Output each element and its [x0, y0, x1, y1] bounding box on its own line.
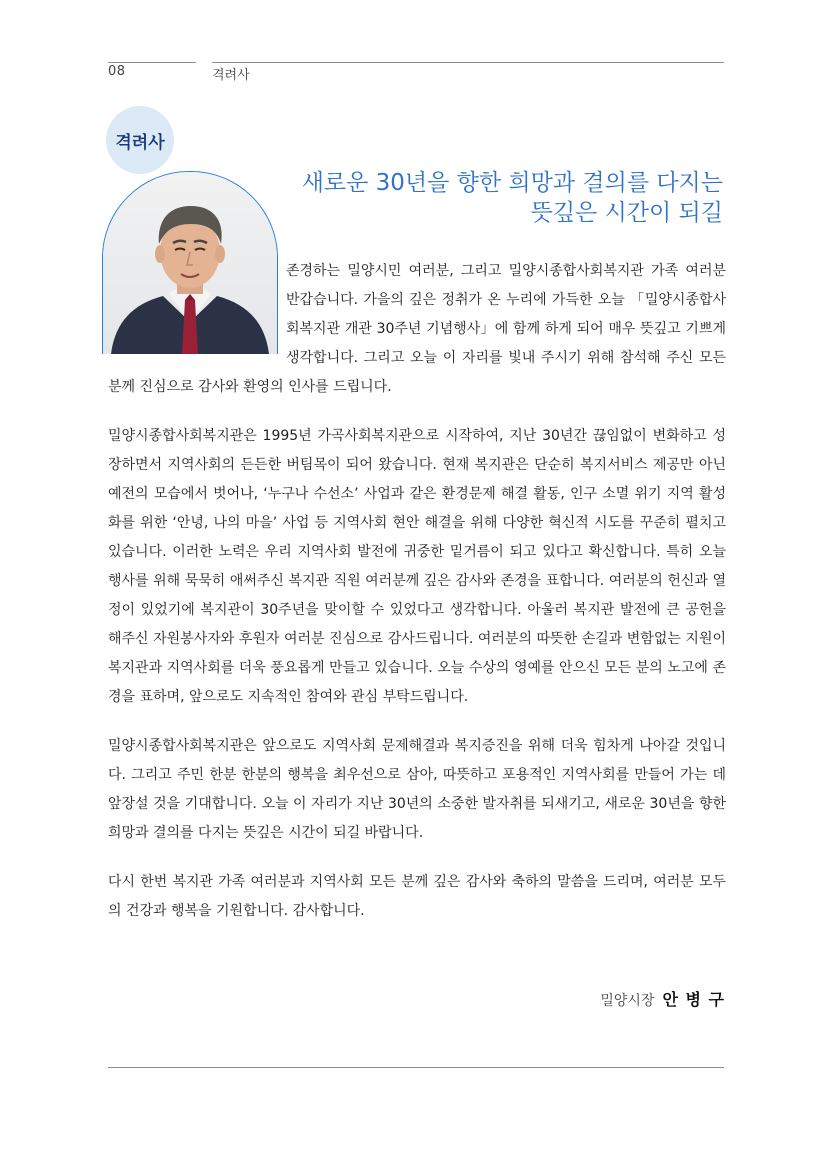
paragraph-closing: 다시 한번 복지관 가족 여러분과 지역사회 모든 분께 깊은 감사와 축하의 말씀을 드리며, 여러분 모두의 건강과 행복을 기원합니다. 감사합니다.	[108, 874, 726, 919]
page-title-line2: 뜻깊은 시간이 되길	[530, 200, 723, 226]
paragraph-future: 밀양시종합사회복지관은 앞으로도 지역사회 문제해결과 복지증진을 위해 더욱 힘차게 나아갈 것입니다. 그리고 주민 한분 한분의 행복을 최우선으로 삼아, 따뜻하고 포용적인 지역사회를 만들어 가는 데 앞장설 것을 기대합니다. 오늘 이 자리가 지난 30년의 소중한 발자취를 되새기고, 새로운 30년을 향한 희망과 결의를 다지는 뜻깊은 시간이 되길 바랍니다.	[108, 738, 726, 841]
section-header: 격려사	[212, 68, 250, 83]
page-title	[302, 168, 723, 228]
header-rule-left	[108, 62, 196, 63]
photo-spacer	[108, 257, 286, 373]
paragraph-greeting: 존경하는 밀양시민 여러분, 그리고 밀양시종합사회복지관 가족 여러분 반갑습니다. 가을의 깊은 정취가 온 누리에 가득한 오늘 「밀양시종합사회복지관 개관 30주년 기념행사」에 함께 하게 되어 매우 뜻깊고 기쁘게 생각합니다. 그리고 오늘 이 자리를 빛내 주시기 위해 참석해 주신 모든 분께 진심으로 감사와 환영의 인사를 드립니다.	[108, 263, 726, 395]
signature-title: 밀양시장	[600, 993, 655, 1009]
signature-name: 안 병 구	[662, 990, 725, 1009]
page-title-line1: 새로운 30년을 향한 희망과 결의를 다지는	[301, 170, 723, 196]
footer-rule	[108, 1067, 724, 1068]
paragraph-history: 밀양시종합사회복지관은 1995년 가곡사회복지관으로 시작하여, 지난 30년간 끊임없이 변화하고 성장하면서 지역사회의 든든한 버팀목이 되어 왔습니다. 현재 복지관은 단순히 복지서비스 제공만 아닌 예전의 모습에서 벗어나, ‘누구나 수선소’ 사업과 같은 환경문제 해결 활동, 인구 소멸 위기 지역 활성화를 위한 ‘안녕, 나의 마을’ 사업 등 지역사회 현안 해결을 위해 다양한 혁신적 시도를 꾸준히 펼치고 있습니다. 이러한 노력은 우리 지역사회 발전에 귀중한 밑거름이 되고 있다고 확신합니다. 특히 오늘 행사를 위해 묵묵히 애써주신 복지관 직원 여러분께 깊은 감사와 존경을 표합니다. 여러분의 헌신과 열정이 있었기에 복지관이 30주년을 맞이할 수 있었다고 생각합니다. 아울러 복지관 발전에 큰 공헌을 해주신 자원봉사자와 후원자 여러분 진심으로 감사드립니다. 여러분의 따뜻한 손길과 변함없는 지원이 복지관과 지역사회를 더욱 풍요롭게 만들고 있습니다. 오늘 수상의 영예를 안으신 모든 분의 노고에 존경을 표하며, 앞으로도 지속적인 참여와 관심 부탁드립니다.	[108, 428, 726, 705]
section-badge-label: 격려사	[115, 132, 165, 153]
letter-body	[108, 257, 726, 946]
header-rule-right	[212, 62, 724, 63]
section-badge	[106, 106, 174, 174]
signature	[600, 987, 725, 1010]
page-number: 08	[108, 64, 126, 79]
